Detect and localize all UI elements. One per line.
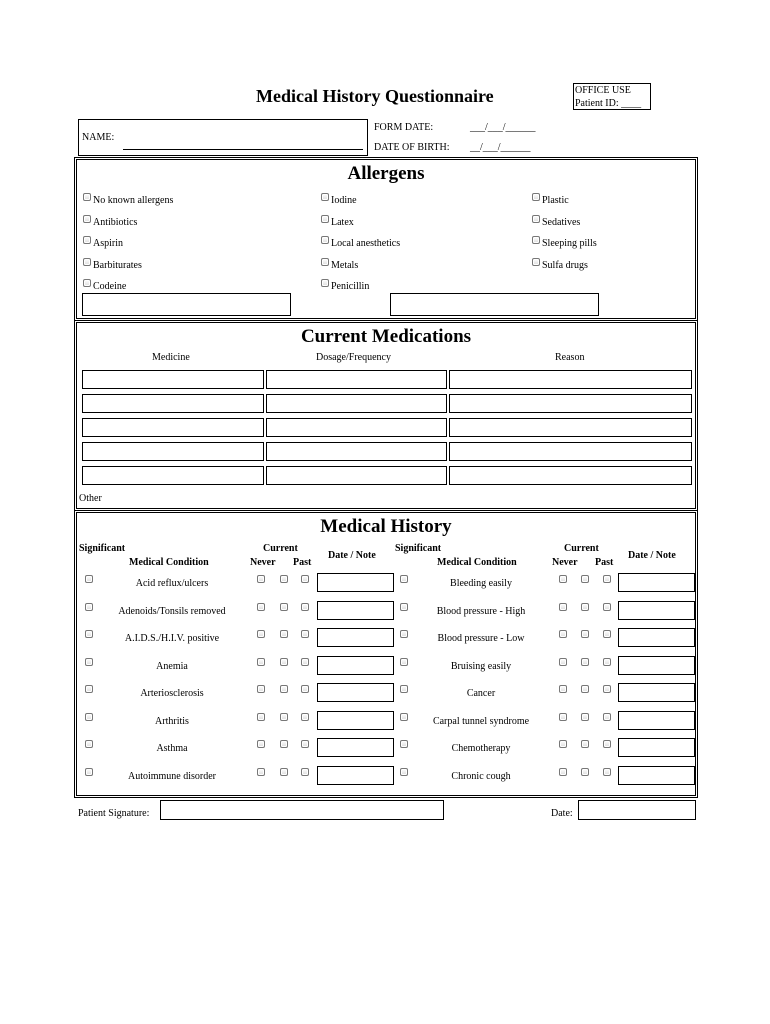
allergen-checkbox[interactable] <box>83 279 91 287</box>
never-checkbox[interactable] <box>581 575 589 583</box>
allergen-label: Latex <box>331 216 354 228</box>
allergens-section <box>76 159 696 319</box>
condition-label: Chemotherapy <box>451 743 511 754</box>
allergen-checkbox[interactable] <box>532 193 540 201</box>
never-checkbox[interactable] <box>280 575 288 583</box>
reason-field[interactable] <box>449 442 692 461</box>
date-note-field[interactable] <box>618 656 695 675</box>
condition-label: A.I.D.S./H.I.V. positive <box>124 633 220 644</box>
condition-label: Autoimmune disorder <box>127 770 217 782</box>
date-note-field[interactable] <box>618 573 695 592</box>
condition-header-right: Medical Condition <box>437 557 517 568</box>
current-checkbox[interactable] <box>559 685 567 693</box>
medications-section <box>76 322 696 509</box>
allergen-label: Codeine <box>93 281 127 292</box>
current-checkbox[interactable] <box>559 630 567 638</box>
current-header-right: Current <box>564 543 599 554</box>
never-checkbox[interactable] <box>280 685 288 693</box>
significant-checkbox[interactable] <box>85 768 93 776</box>
condition-label: Bruising easily <box>450 660 512 672</box>
significant-checkbox[interactable] <box>85 740 93 748</box>
other-allergen-field-2[interactable] <box>390 293 599 316</box>
allergen-checkbox[interactable] <box>321 215 329 223</box>
medicine-field[interactable] <box>82 466 264 485</box>
allergen-checkbox[interactable] <box>83 236 91 244</box>
past-header-right: Past <box>595 557 614 568</box>
past-checkbox[interactable] <box>301 685 309 693</box>
date-note-field[interactable] <box>317 683 394 702</box>
past-checkbox[interactable] <box>603 768 611 776</box>
significant-checkbox[interactable] <box>400 630 408 638</box>
date-note-field[interactable] <box>317 738 394 757</box>
significant-checkbox[interactable] <box>400 740 408 748</box>
condition-label: Blood pressure - Low <box>437 633 525 644</box>
medicine-field[interactable] <box>82 442 264 461</box>
significant-checkbox[interactable] <box>85 630 93 638</box>
medical-history-title: Medical History <box>320 516 452 537</box>
reason-field[interactable] <box>449 466 692 485</box>
form-date-field[interactable]: ___/___/______ <box>470 122 536 133</box>
significant-checkbox[interactable] <box>85 713 93 721</box>
condition-label: Acid reflux/ulcers <box>135 578 209 589</box>
dosage-field[interactable] <box>266 466 447 485</box>
allergen-checkbox[interactable] <box>321 279 329 287</box>
past-checkbox[interactable] <box>301 768 309 776</box>
condition-label: Asthma <box>156 743 188 754</box>
date-note-field[interactable] <box>618 601 695 620</box>
allergen-checkbox[interactable] <box>321 258 329 266</box>
allergen-label: No known allergens <box>93 195 174 206</box>
never-checkbox[interactable] <box>581 630 589 638</box>
current-checkbox[interactable] <box>257 630 265 638</box>
date-note-field[interactable] <box>317 601 394 620</box>
date-note-field[interactable] <box>618 766 695 785</box>
dosage-field[interactable] <box>266 442 447 461</box>
allergen-label: Barbiturates <box>93 259 142 271</box>
never-checkbox[interactable] <box>581 658 589 666</box>
past-checkbox[interactable] <box>603 630 611 638</box>
significant-checkbox[interactable] <box>85 603 93 611</box>
never-checkbox[interactable] <box>581 603 589 611</box>
office-use-label: OFFICE USE <box>575 85 631 96</box>
significant-checkbox[interactable] <box>85 685 93 693</box>
medicine-field[interactable] <box>82 418 264 437</box>
never-header-left: Never <box>250 557 276 568</box>
date-note-field[interactable] <box>618 683 695 702</box>
never-checkbox[interactable] <box>280 658 288 666</box>
dosage-header: Dosage/Frequency <box>316 352 391 363</box>
past-checkbox[interactable] <box>301 658 309 666</box>
date-field[interactable] <box>578 800 696 820</box>
never-checkbox[interactable] <box>581 740 589 748</box>
never-checkbox[interactable] <box>581 685 589 693</box>
never-checkbox[interactable] <box>581 768 589 776</box>
significant-checkbox[interactable] <box>85 575 93 583</box>
allergen-label: Local anesthetics <box>331 238 401 249</box>
medicine-field[interactable] <box>82 370 264 389</box>
never-header-right: Never <box>552 557 578 568</box>
dosage-field[interactable] <box>266 370 447 389</box>
allergen-checkbox[interactable] <box>83 215 91 223</box>
condition-label: Arthritis <box>155 715 189 727</box>
past-checkbox[interactable] <box>603 575 611 583</box>
significant-checkbox[interactable] <box>400 685 408 693</box>
medical-history-section <box>76 512 696 796</box>
allergen-checkbox[interactable] <box>321 193 329 201</box>
never-checkbox[interactable] <box>280 713 288 721</box>
condition-label: Anemia <box>156 660 188 672</box>
allergen-checkbox[interactable] <box>83 258 91 266</box>
other-label: Other <box>79 493 102 504</box>
reason-field[interactable] <box>449 370 692 389</box>
allergen-checkbox[interactable] <box>532 236 540 244</box>
past-checkbox[interactable] <box>603 740 611 748</box>
condition-label: Adenoids/Tonsils removed <box>118 605 226 617</box>
dob-label: DATE OF BIRTH: <box>374 142 450 153</box>
allergen-label: Plastic <box>542 195 569 206</box>
current-checkbox[interactable] <box>257 658 265 666</box>
past-checkbox[interactable] <box>301 575 309 583</box>
past-checkbox[interactable] <box>603 603 611 611</box>
past-checkbox[interactable] <box>301 603 309 611</box>
significant-checkbox[interactable] <box>400 603 408 611</box>
allergen-label: Iodine <box>331 195 357 206</box>
past-checkbox[interactable] <box>301 630 309 638</box>
patient-id-label: Patient ID: ____ <box>575 98 642 109</box>
significant-checkbox[interactable] <box>400 658 408 666</box>
current-checkbox[interactable] <box>559 575 567 583</box>
current-checkbox[interactable] <box>559 658 567 666</box>
significant-checkbox[interactable] <box>400 713 408 721</box>
condition-label: Arteriosclerosis <box>140 688 204 699</box>
past-checkbox[interactable] <box>603 658 611 666</box>
patient-signature-field[interactable] <box>160 800 444 820</box>
significant-header-left: Significant <box>79 543 126 554</box>
date-note-field[interactable] <box>317 766 394 785</box>
dosage-field[interactable] <box>266 418 447 437</box>
condition-label: Bleeding easily <box>450 578 512 589</box>
past-checkbox[interactable] <box>301 713 309 721</box>
condition-label: Chronic cough <box>451 770 511 782</box>
never-checkbox[interactable] <box>280 630 288 638</box>
current-checkbox[interactable] <box>559 603 567 611</box>
medicine-field[interactable] <box>82 394 264 413</box>
name-label: NAME: <box>82 132 115 143</box>
date-note-header-left: Date / Note <box>328 550 376 561</box>
page-title: Medical History Questionnaire <box>256 86 494 106</box>
current-header-left: Current <box>263 543 298 554</box>
patient-signature-label: Patient Signature: <box>78 808 150 819</box>
allergens-title: Allergens <box>347 163 425 184</box>
never-checkbox[interactable] <box>280 768 288 776</box>
allergen-label: Sedatives <box>542 216 581 228</box>
never-checkbox[interactable] <box>280 740 288 748</box>
allergen-label: Antibiotics <box>93 216 138 228</box>
name-box <box>78 119 368 156</box>
date-note-field[interactable] <box>317 656 394 675</box>
current-checkbox[interactable] <box>257 685 265 693</box>
current-checkbox[interactable] <box>559 768 567 776</box>
past-checkbox[interactable] <box>603 713 611 721</box>
date-label: Date: <box>551 808 573 819</box>
allergen-label: Metals <box>331 259 359 271</box>
date-note-field[interactable] <box>317 711 394 730</box>
condition-label: Cancer <box>466 688 496 699</box>
significant-checkbox[interactable] <box>85 658 93 666</box>
significant-checkbox[interactable] <box>400 768 408 776</box>
name-field[interactable] <box>123 149 363 150</box>
date-note-field[interactable] <box>317 628 394 647</box>
date-note-field[interactable] <box>317 573 394 592</box>
date-note-field[interactable] <box>618 738 695 757</box>
date-note-field[interactable] <box>618 628 695 647</box>
allergen-checkbox[interactable] <box>532 258 540 266</box>
condition-label: Blood pressure - High <box>436 605 526 617</box>
reason-field[interactable] <box>449 394 692 413</box>
current-checkbox[interactable] <box>559 740 567 748</box>
past-header-left: Past <box>293 557 312 568</box>
past-checkbox[interactable] <box>301 740 309 748</box>
current-checkbox[interactable] <box>559 713 567 721</box>
allergen-label: Aspirin <box>93 238 123 249</box>
condition-header-left: Medical Condition <box>129 557 209 568</box>
date-note-header-right: Date / Note <box>628 550 676 561</box>
current-checkbox[interactable] <box>257 603 265 611</box>
dosage-field[interactable] <box>266 394 447 413</box>
allergen-label: Penicillin <box>331 281 370 292</box>
allergen-checkbox[interactable] <box>321 236 329 244</box>
medicine-header: Medicine <box>152 352 190 363</box>
never-checkbox[interactable] <box>280 603 288 611</box>
other-allergen-field-1[interactable] <box>82 293 291 316</box>
form-date-label: FORM DATE: <box>374 122 434 133</box>
current-checkbox[interactable] <box>257 740 265 748</box>
reason-field[interactable] <box>449 418 692 437</box>
allergen-label: Sulfa drugs <box>542 259 588 271</box>
allergen-checkbox[interactable] <box>83 193 91 201</box>
never-checkbox[interactable] <box>581 713 589 721</box>
current-checkbox[interactable] <box>257 575 265 583</box>
medications-title: Current Medications <box>300 326 472 347</box>
allergen-checkbox[interactable] <box>532 215 540 223</box>
condition-label: Carpal tunnel syndrome <box>432 715 530 727</box>
significant-checkbox[interactable] <box>400 575 408 583</box>
office-use-box <box>573 83 651 110</box>
date-note-field[interactable] <box>618 711 695 730</box>
reason-header: Reason <box>555 352 585 363</box>
current-checkbox[interactable] <box>257 768 265 776</box>
current-checkbox[interactable] <box>257 713 265 721</box>
dob-field[interactable]: __/___/______ <box>470 142 531 153</box>
significant-header-right: Significant <box>395 543 442 554</box>
past-checkbox[interactable] <box>603 685 611 693</box>
allergen-label: Sleeping pills <box>542 238 597 249</box>
